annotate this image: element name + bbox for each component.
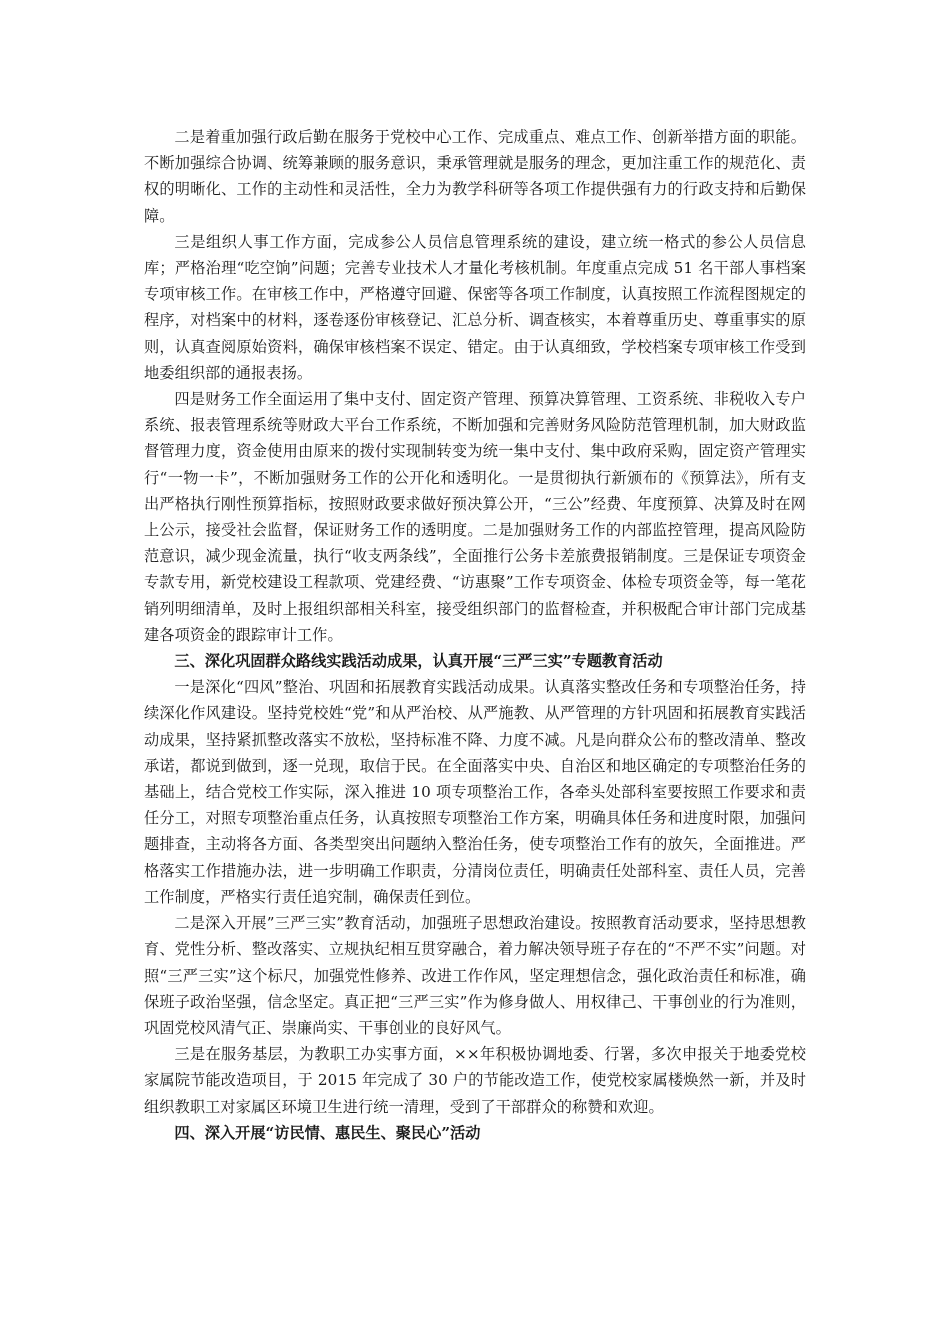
paragraph-three-stricts: 二是深入开展”三严三实”教育活动，加强班子思想政治建设。按照教育活动要求，坚持思想教育、党性分析、整改落实、立规执纪相互贯穿融合，着力解决领导班子存在的“不严不实”问题。对照“三严三实”这个标尺，加强党性修养、改进工作作风，坚定理想信念，强化政治责任和标准，确保班子政治坚强，信念坚定。真正把“三严三实”作为修身做人、用权律己、干事创业的行为准则，巩固党校风清气正、崇廉尚实、干事创业的良好风气。 [144,914,806,1037]
paragraph-personnel: 三是组织人事工作方面，完成参公人员信息管理系统的建设，建立统一格式的参公人员信息库；严格治理“吃空饷”问题；完善专业技术人才量化考核机制。年度重点完成 51 名干部人事档案专项审核工作。在审核工作中，严格遵守回避、保密等各项工作制度，认真按照工作流程图规定的程序，对档案中的材料，逐卷逐份审核登记、汇总分析、调查核实，本着尊重历史、尊重事实的原则，认真查阅原始资料，确保审核档案不误定、错定。由于认真细致，学校档案专项审核工作受到地委组织部的通报表扬。 [144,232,806,382]
document-page [144,124,806,1146]
section-heading-3: 三、深化巩固群众路线实践活动成果，认真开展“三严三实”专题教育活动 [174,652,663,671]
paragraph-four-winds: 一是深化“四风”整治、巩固和拓展教育实践活动成果。认真落实整改任务和专项整治任务，持续深化作风建设。坚持党校姓“党”和从严治校、从严施教、从严管理的方针巩固和拓展教育实践活动成果，坚持紧抓整改落实不放松，坚持标准不降、力度不减。凡是向群众公布的整改清单、整改承诺，都说到做到，逐一兑现，取信于民。在全面落实中央、自治区和地区确定的专项整治任务的基础上，结合党校工作实际，深入推进 10 项专项整治工作，各牵头处部科室要按照工作要求和责任分工，对照专项整治重点任务，认真按照专项整治工作方案，明确具体任务和进度时限，加强问题排查，主动将各方面、各类型突出问题纳入整治任务，使专项整治工作有的放矢，全面推进。严格落实工作措施办法，进一步明确工作职责，分清岗位责任，明确责任处部科室、责任人员，完善工作制度，严格实行责任追究制，确保责任到位。 [144,678,806,906]
section-heading-4: 四、深入开展“访民情、惠民生、聚民心”活动 [174,1123,481,1142]
paragraph-grassroots-service: 三是在服务基层，为教职工办实事方面，××年积极协调地委、行署，多次申报关于地委党校家属院节能改造项目，于 2015 年完成了 30 户的节能改造工作，使党校家属楼焕然一新，并及时组织教职工对家属区环境卫生进行统一清理，受到了干部群众的称赞和欢迎。 [144,1045,806,1116]
paragraph-admin-logistics: 二是着重加强行政后勤在服务于党校中心工作、完成重点、难点工作、创新举措方面的职能。不断加强综合协调、统筹兼顾的服务意识，秉承管理就是服务的理念，更加注重工作的规范化、责权的明晰化、工作的主动性和灵活性，全力为教学科研等各项工作提供强有力的行政支持和后勤保障。 [144,128,806,225]
paragraph-finance: 四是财务工作全面运用了集中支付、固定资产管理、预算决算管理、工资系统、非税收入专户系统、报表管理系统等财政大平台工作系统，不断加强和完善财务风险防范管理机制，加大财政监督管理力度，资金使用由原来的拨付实现制转变为统一集中支付、集中政府采购，固定资产管理实行“一物一卡”，不断加强财务工作的公开化和透明化。一是贯彻执行新颁布的《预算法》，所有支出严格执行刚性预算指标，按照财政要求做好预决算公开，“三公”经费、年度预算、决算及时在网上公示，接受社会监督，保证财务工作的透明度。二是加强财务工作的内部监控管理，提高风险防范意识，减少现金流量，执行“收支两条线”，全面推行公务卡差旅费报销制度。三是保证专项资金专款专用，新党校建设工程款项、党建经费、“访惠聚”工作专项资金、体检专项资金等，每一笔花销列明细清单，及时上报组织部相关科室，接受组织部门的监督检查，并积极配合审计部门完成基建各项资金的跟踪审计工作。 [144,390,806,644]
